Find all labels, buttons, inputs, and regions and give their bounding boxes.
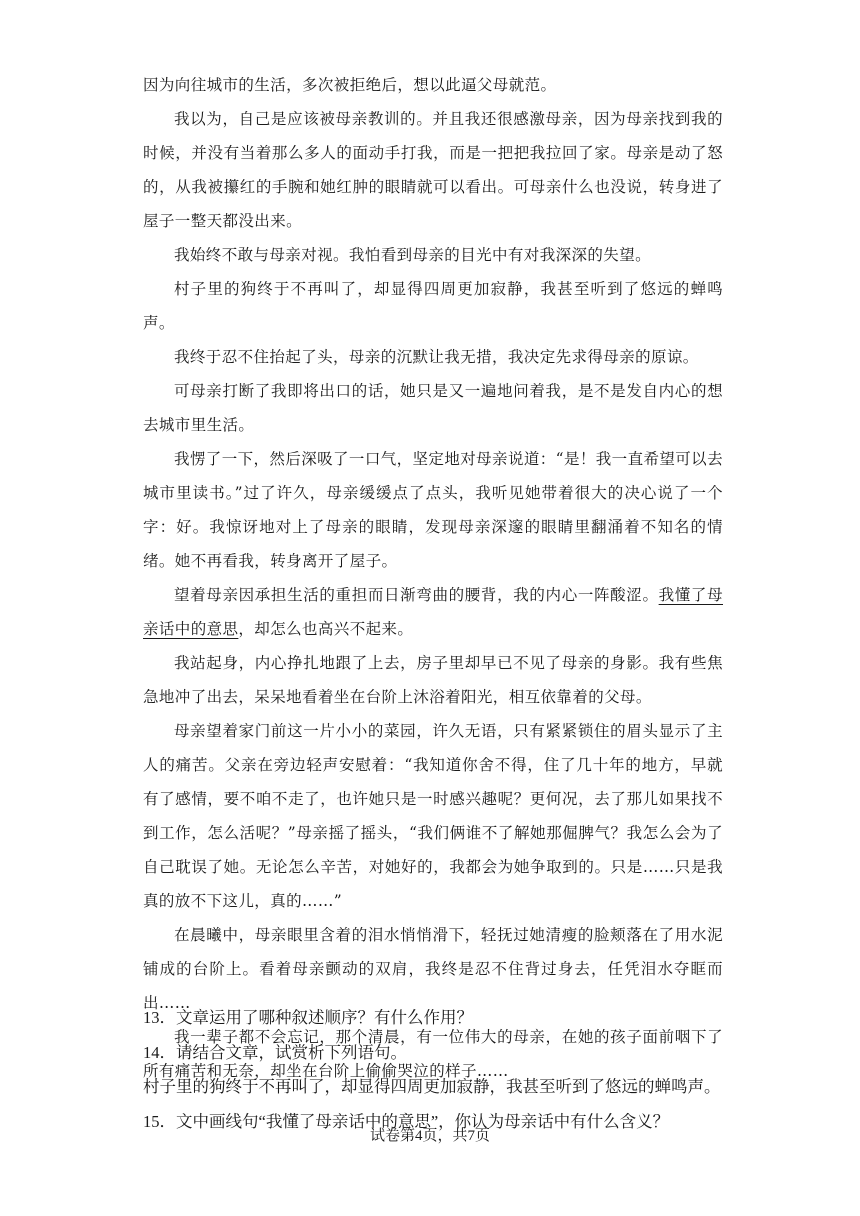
paragraph: 因为向往城市的生活，多次被拒绝后，想以此逼父母就范。 [143,76,557,94]
paragraph: 村子里的狗终于不再叫了，却显得四周更加寂静，我甚至听到了悠远的蝉鸣声。 [143,280,723,332]
paragraph: 我始终不敢与母亲对视。我怕看到母亲的目光中有对我深深的失望。 [174,246,652,264]
paragraph: 可母亲打断了我即将出口的话，她只是又一遍地问着我，是不是发自内心的想去城市里生活。 [143,382,723,434]
underlined-sentence: 我懂了母亲话中的意思 [143,586,723,638]
question-list [143,1001,743,1139]
passage-body [143,68,723,1088]
paragraph-text: 望着母亲因承担生活的重担而日渐弯曲的腰背，我的内心一阵酸涩。 [174,586,659,604]
paragraph: 我终于忍不住抬起了头，母亲的沉默让我无措，我决定先求得母亲的原谅。 [174,348,699,366]
paragraph: 我一辈子都不会忘记，那个清晨，有一位伟大的母亲，在她的孩子面前咽下了所有痛苦和无奈，却坐在台阶上偷偷哭泣的样子…… [143,1028,723,1080]
question-13: 13．文章运用了哪种叙述顺序？有什么作用？ [143,1008,473,1027]
question-14: 14．请结合文章，试赏析下列语句。 [143,1042,407,1062]
question-15: 15．文中画线句“我懂了母亲话中的意思”，你认为母亲话中有什么含义？ [143,1111,670,1131]
paragraph: 母亲望着家门前这一片小小的菜园，许久无语，只有紧紧锁住的眉头显示了主人的痛苦。父亲在旁边轻声安慰着：“我知道你舍不得，住了几十年的地方，早就有了感情，要不咱不走了，也许她只是一时感兴趣呢？更何况，去了那儿如果找不到工作，怎么活呢？”母亲摇了摇头，“我们俩谁不了解她那倔脾气？我怎么会为了自己耽误了她。无论怎么辛苦，对她好的，我都会为她争取到的。只是……只是我真的放不下这儿，真的……” [143,722,723,910]
paragraph-text: ，却怎么也高兴不起来。 [238,620,414,638]
paragraph: 我愣了一下，然后深吸了一口气，坚定地对母亲说道：“是！我一直希望可以去城市里读书。”过了许久，母亲缓缓点了点头，我听见她带着很大的决心说了一个字：好。我惊讶地对上了母亲的眼睛，发现母亲深邃的眼睛里翻涌着不知名的情绪。她不再看我，转身离开了屋子。 [143,450,723,570]
question-14-quote: 村子里的狗终于不再叫了，却显得四周更加寂静，我甚至听到了悠远的蝉鸣声。 [143,1077,721,1096]
page-footer: 试卷第4页，共7页 [369,1128,490,1144]
paragraph-with-underline [143,578,723,646]
paragraph: 我以为，自己是应该被母亲教训的。并且我还很感激母亲，因为母亲找到我的时候，并没有当着那么多人的面动手打我，而是一把把我拉回了家。母亲是动了怒的，从我被攥红的手腕和她红肿的眼睛就可以看出。可母亲什么也没说，转身进了屋子一整天都没出来。 [143,110,723,230]
paragraph: 我站起身，内心挣扎地跟了上去，房子里却早已不见了母亲的身影。我有些焦急地冲了出去，呆呆地看着坐在台阶上沐浴着阳光，相互依靠着的父母。 [143,654,723,706]
paragraph: 在晨曦中，母亲眼里含着的泪水悄悄滑下，轻抚过她清瘦的脸颊落在了用水泥铺成的台阶上。看着母亲颤动的双肩，我终是忍不住背过身去，任凭泪水夺眶而出…… [143,926,723,1012]
